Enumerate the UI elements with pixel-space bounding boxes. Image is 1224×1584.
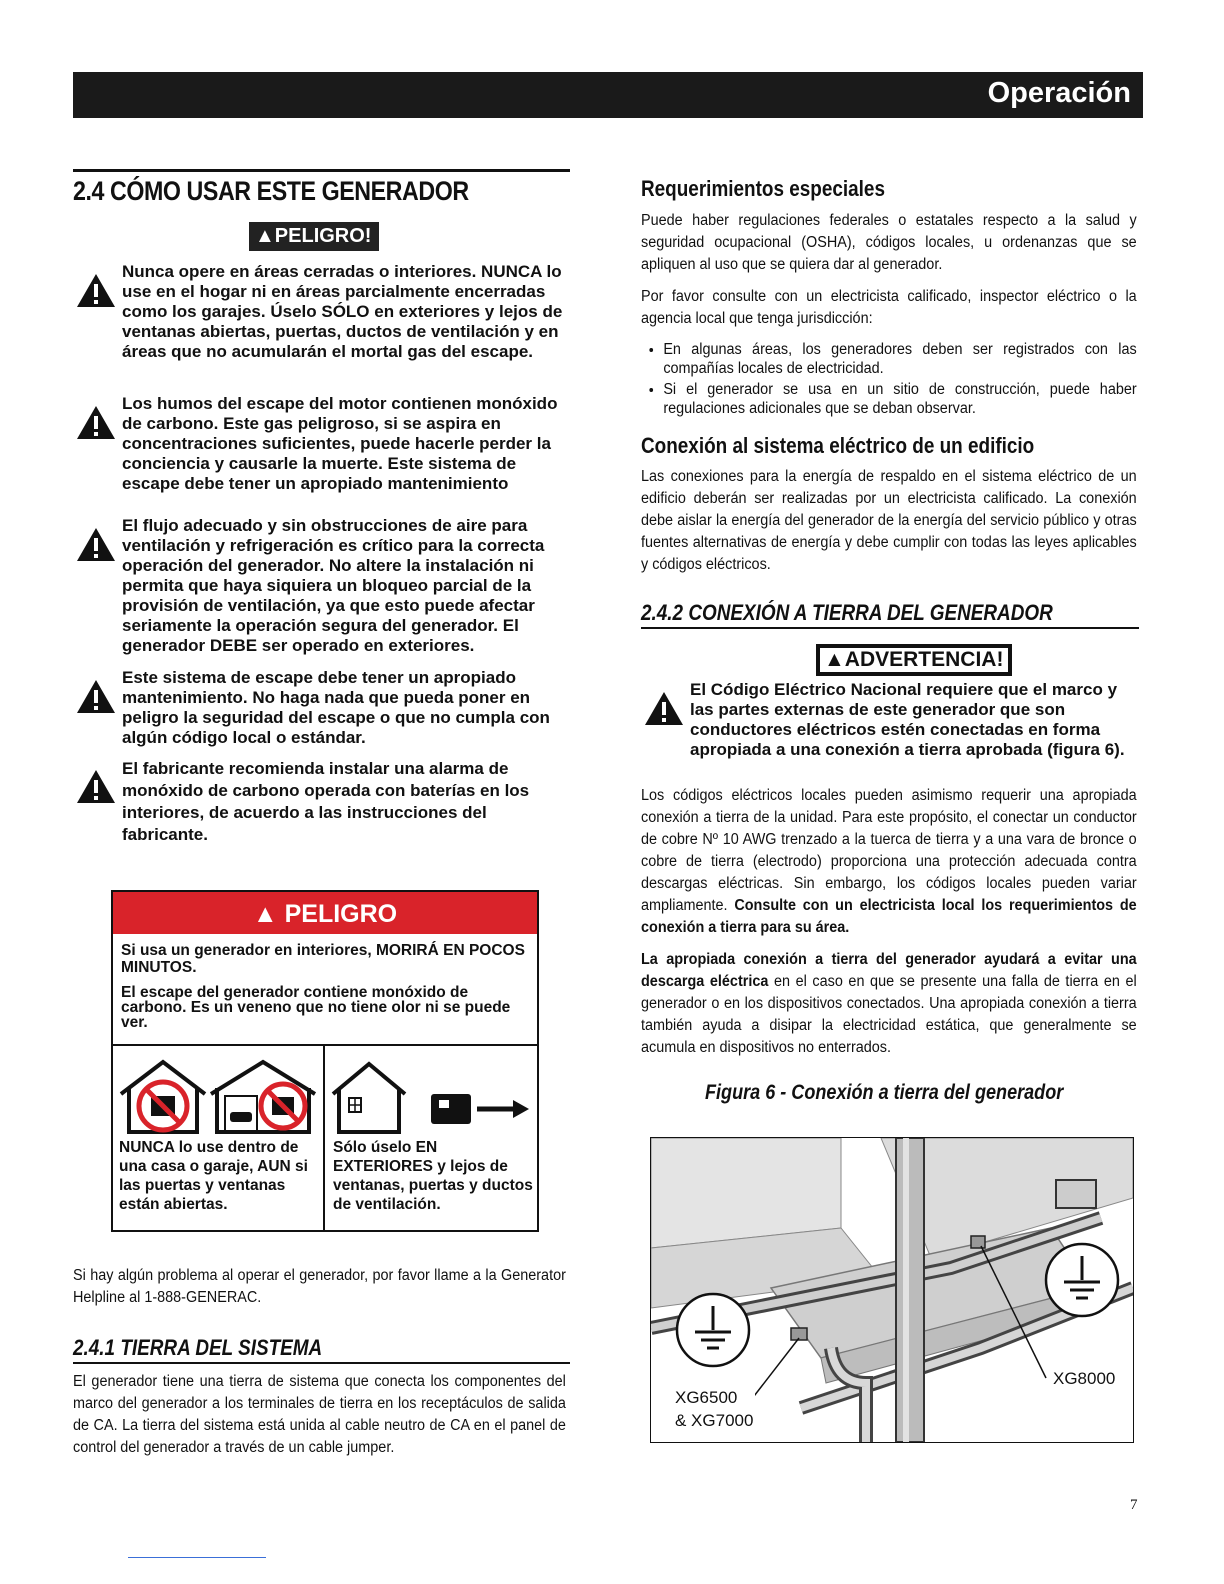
building-connection-title: Conexión al sistema eléctrico de un edificio <box>641 433 1035 458</box>
requirements-title: Requerimientos especiales <box>641 176 885 201</box>
danger-left-caption: NUNCA lo use dentro de una casa o garaje, AUN si las puertas y ventanas están abiertas. <box>119 1139 308 1213</box>
danger-warning-list <box>76 262 570 846</box>
warning-triangle-icon <box>76 768 116 804</box>
figure-label-left: XG6500 & XG7000 <box>675 1388 754 1430</box>
page-header-title: Operación <box>987 77 1131 109</box>
grounding-warning: El Código Eléctrico Nacional requiere que el marco y las partes externas de este generador que son conductores eléctricos estén conectadas en forma apropiada a una conexión a tierra aprobada (figura 6). <box>644 680 1140 760</box>
figure-label-right: XG8000 <box>1053 1369 1116 1388</box>
danger-box-pictograms <box>113 1044 537 1232</box>
warning-item: El fabricante recomienda instalar una alarma de monóxido de carbono operada con baterías en los interiores, de acuerdo a las instrucciones del fabricante. <box>76 758 570 846</box>
list-item: • En algunas áreas, los generadores deben ser registrados con las compañías locales de electricidad. <box>663 340 1136 378</box>
figure-caption: Figura 6 - Conexión a tierra del generador <box>705 1081 1064 1104</box>
warning-triangle-icon <box>76 404 116 440</box>
warning-item: Nunca opere en áreas cerradas o interiores. NUNCA lo use en el hogar ni en áreas parcialmente encerradas como los garajes. Úselo SÓLO en exteriores y lejos de ventanas abiertas, puertas, ductos de ventilación y en áreas que no acumularán el mortal gas del escape. <box>76 262 570 394</box>
building-connection-text: Las conexiones para la energía de respaldo en el sistema eléctrico de un edificio deberán ser realizadas por un electricista calificado. La conexión debe aislar la energía del generador de la energía del servicio público y otras fuentes alternativas de energía y debe cumplir con todas las leyes aplicables y códigos eléctricos. <box>641 468 1137 573</box>
page-number: 7 <box>1130 1497 1138 1513</box>
helpline-text: Si hay algún problema al operar el generador, por favor llame a la Generator Helpline al 1-888-GENERAC. <box>73 1267 566 1306</box>
warning-triangle-icon: ▲ <box>824 648 845 671</box>
warning-triangle-icon <box>76 272 116 308</box>
grounding-text: Los códigos eléctricos locales pueden asimismo requerir una apropiada conexión a tierra de la unidad. Para este propósito, el conectar un conductor de cobre Nº 10 AWG trenzado a la tuerca de tierra y a una vara de bronce o cobre de tierra (electrodo) proporciona una protección adecuada contra descargas eléctricas. Sin embargo, los códigos locales pueden variar ampliamente. Consulte con un electricista local los requerimientos de conexión a tierra para su área. La apropiada conexión a tierra del generador ayudará a evitar una descarga eléctrica en el caso en que se presente una falla de tierra en el generador o en los dispositivos conectados. Una apropiada conexión a tierra también ayuda a disipar la electricidad estática, que generalmente se acumula en dispositivos no enterrados. <box>641 787 1137 1056</box>
warning-triangle-icon <box>76 678 116 714</box>
warning-badge: ▲ADVERTENCIA! <box>818 646 1010 674</box>
danger-box <box>111 890 539 1232</box>
warning-triangle-icon <box>644 690 684 726</box>
link-underline <box>128 1557 266 1558</box>
warning-triangle-icon: ▲ <box>255 225 275 247</box>
no-indoor-use-icon <box>117 1056 317 1136</box>
grounding-figure <box>650 1137 1134 1443</box>
outdoor-use-icon <box>329 1056 533 1136</box>
danger-right-caption: Sólo úselo EN EXTERIORES y lejos de ventanas, puertas y ductos de ventilación. <box>333 1139 533 1213</box>
warning-item: Este sistema de escape debe tener un apropiado mantenimiento. No haga nada que pueda poner en peligro la seguridad del escape o que no cumpla con algún código local o estándar. <box>76 668 570 758</box>
danger-badge: ▲PELIGRO! <box>249 222 379 251</box>
requirements-text: Puede haber regulaciones federales o estatales respecto a la salud y seguridad ocupacional (OSHA), códigos locales, u ordenanzas que se apliquen al uso que se quiera dar al generador. Por favor consulte con un electricista calificado, inspector eléctrico o la agencia local que tenga jurisdicción: • En algunas áreas, los generadores deben ser registrados con las compañías locales de electricidad. • Si el generador se usa en un sitio de construcción, puede haber regulaciones adicionales que se deban observar. <box>641 210 1137 420</box>
warning-item: El flujo adecuado y sin obstrucciones de aire para ventilación y refrigeración es crítico para la correcta operación del generador. No altere la instalación ni permita que haya siquiera un bloqueo parcial de la provisión de ventilación, ya que esto puede afectar seriamente la operación segura del generador. El generador DEBE ser operado en exteriores. <box>76 516 570 668</box>
subsection-242-title: 2.4.2 CONEXIÓN A TIERRA DEL GENERADOR <box>641 600 1053 625</box>
subsection-rule <box>73 1362 570 1364</box>
warning-triangle-icon <box>76 526 116 562</box>
header-banner <box>73 72 1143 118</box>
subsection-241-text: El generador tiene una tierra de sistema que conecta los componentes del marco del generador a los terminales de tierra en los receptáculos de salida de CA. La tierra del sistema está unida al cable neutro de CA en el panel de control del generador a través de un cable jumper. <box>73 1373 566 1456</box>
subsection-rule <box>641 627 1139 629</box>
section-title: 2.4 CÓMO USAR ESTE GENERADOR <box>73 176 469 206</box>
list-item: • Si el generador se usa en un sitio de construcción, puede haber regulaciones adicionales que se deban observar. <box>663 380 1136 418</box>
section-rule <box>73 169 570 172</box>
danger-box-header: ▲ PELIGRO <box>113 892 537 934</box>
subsection-241-title: 2.4.1 TIERRA DEL SISTEMA <box>73 1335 323 1360</box>
danger-box-body: Si usa un generador en interiores, MORIRÁ EN POCOS MINUTOS. El escape del generador contiene monóxido de carbono. Es un veneno que no tiene olor ni se puede ver. <box>121 942 525 1031</box>
warning-item: Los humos del escape del motor contienen monóxido de carbono. Este gas peligroso, si se aspira en concentraciones suficientes, puede hacerle perder la conciencia y causarle la muerte. Este sistema de escape debe tener un apropiado mantenimiento <box>76 394 570 516</box>
warning-triangle-icon: ▲ <box>252 900 285 928</box>
